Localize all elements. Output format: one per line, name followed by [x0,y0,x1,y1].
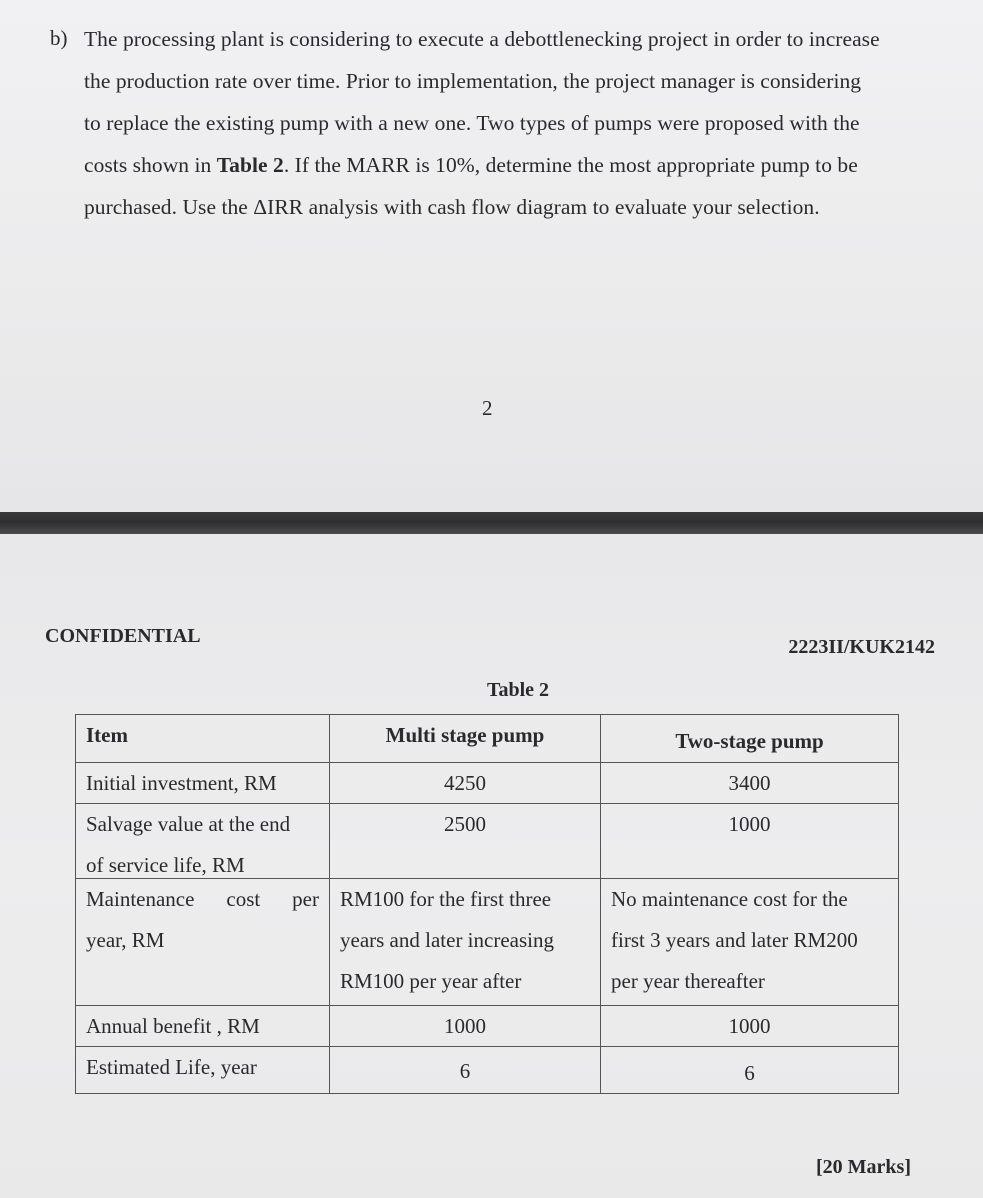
question-label: b) [50,26,68,50]
multi-line: RM100 for the first three [340,887,552,911]
header-two-stage: Two-stage pump [600,714,899,762]
question-line-4-start: costs shown in [84,153,217,177]
table-row [75,803,899,878]
table-header-row [75,714,899,762]
multi-value-cell [329,878,600,1005]
multi-value-cell: 1000 [329,1005,600,1046]
upper-page [0,0,983,512]
table-row [75,762,899,803]
item-line: of service life, RM [86,853,245,877]
question-line-4 [84,153,858,178]
two-value-cell: 1000 [600,803,899,878]
marks-label: [20 Marks] [816,1156,911,1178]
row-item-cell: Estimated Life, year [75,1046,329,1094]
two-line: per year thereafter [611,969,765,993]
two-value-cell: 3400 [600,762,899,803]
course-code: 2223II/KUK2142 [788,636,935,658]
two-value-cell: 6 [600,1046,899,1094]
multi-line: years and later increasing [340,928,554,952]
item-word: cost [226,887,261,911]
two-line: No maintenance cost for the [611,887,848,911]
question-line-2: the production rate over time. Prior to implementation, the project manager is considering [84,69,862,93]
item-line-justified [86,879,319,920]
pump-cost-table [75,714,899,1098]
table-row [75,1046,899,1094]
header-multi-stage: Multi stage pump [329,714,600,762]
question-line-3: to replace the existing pump with a new one. Two types of pumps were proposed with the [84,111,860,135]
table-row [75,1005,899,1046]
header-item: Item [75,714,329,762]
two-line: first 3 years and later RM200 [611,928,858,952]
item-word: Maintenance [86,887,195,911]
item-word: per [292,887,319,911]
item-line: year, RM [86,928,165,952]
multi-value-cell: 2500 [329,803,600,878]
table-reference: Table 2 [216,153,284,177]
page-divider [0,512,983,534]
table-row [75,878,899,1005]
table-title: Table 2 [487,679,550,701]
two-value-cell [600,878,899,1005]
question-line-1: The processing plant is considering to execute a debottlenecking project in order to increase [84,27,880,51]
question-line-4-end: . If the MARR is 10%, determine the most appropriate pump to be [283,153,858,177]
two-value-cell: 1000 [600,1005,899,1046]
multi-value-cell: 4250 [329,762,600,803]
item-line: Salvage value at the end [86,812,291,836]
multi-line: RM100 per year after [340,969,522,993]
page-number: 2 [482,396,493,420]
row-item-cell: Annual benefit , RM [75,1005,329,1046]
row-item-cell [75,803,329,878]
row-item-cell [75,878,329,1005]
confidential-header: CONFIDENTIAL [45,625,201,647]
row-item-cell: Initial investment, RM [75,762,329,803]
multi-value-cell: 6 [329,1046,600,1094]
question-line-5: purchased. Use the ΔIRR analysis with cash flow diagram to evaluate your selection. [84,195,820,219]
